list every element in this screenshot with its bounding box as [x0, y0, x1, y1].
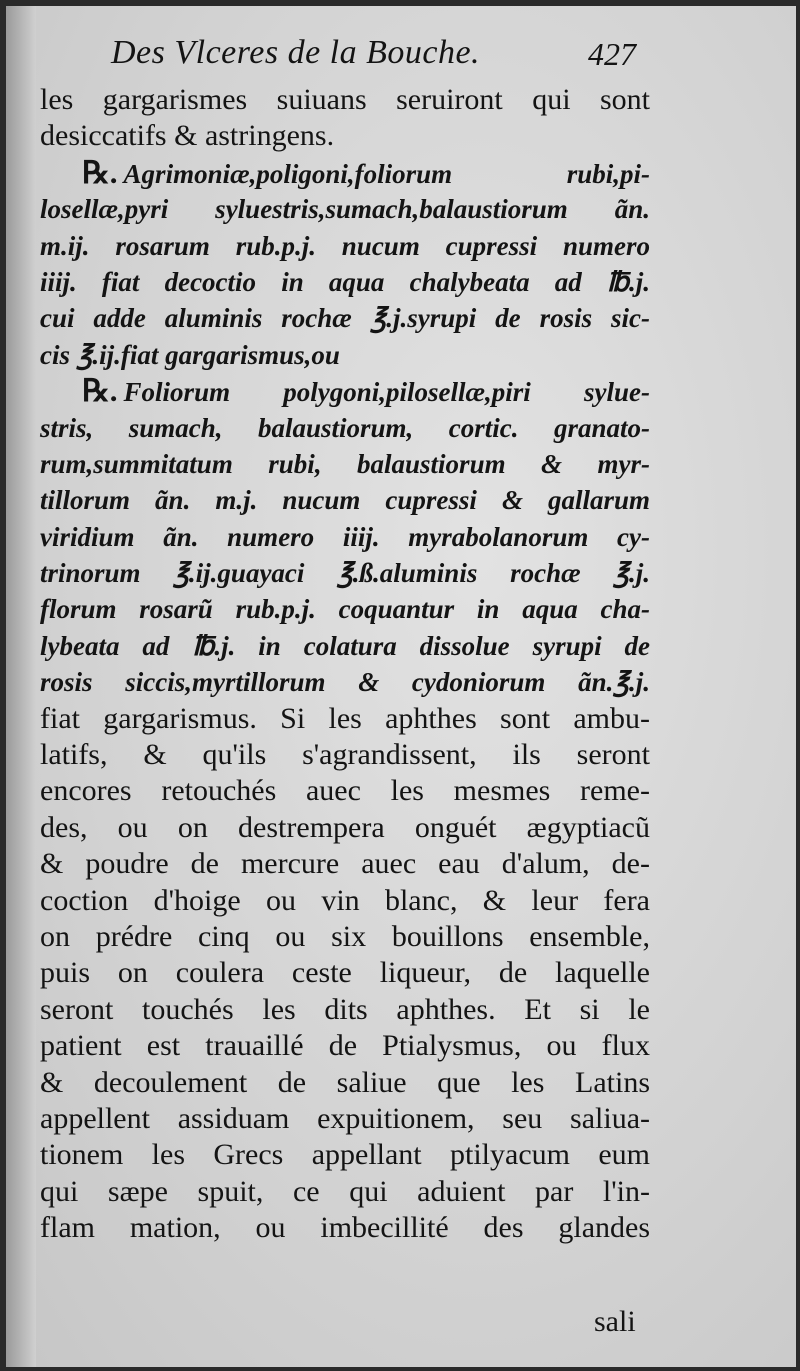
text-line-content: iiij. fiat decoctio in aqua chalybeata ad ℔.j.	[40, 266, 650, 297]
text-line	[40, 628, 650, 664]
text-line-content: tillorum ãn. m.j. nucum cupressi & gallarum	[40, 485, 650, 516]
page-gutter-shadow	[6, 6, 36, 1367]
text-line	[40, 1174, 650, 1210]
text-line-content: flam mation, ou imbecillité des glandes	[40, 1211, 650, 1245]
page-number: 427	[588, 36, 636, 72]
text-line	[40, 664, 650, 700]
recipe-symbol: ℞.	[82, 373, 118, 409]
page-header	[111, 34, 636, 84]
text-line-content: coction d'hoige ou vin blanc, & leur fera	[40, 883, 650, 917]
catchword: sali	[594, 1305, 636, 1338]
text-line	[40, 264, 650, 300]
text-line-content: Agrimoniæ,poligoni,foliorum rubi,pi-	[123, 158, 650, 189]
text-line	[40, 1065, 650, 1101]
text-line-content: rosis siccis,myrtillorum & cydoniorum ãn.℥.j.	[40, 667, 650, 698]
text-line	[40, 919, 650, 955]
text-line-content: Foliorum polygoni,pilosellæ,piri sylue-	[123, 377, 650, 408]
text-line-content: losellæ,pyri syluestris,sumach,balaustiorum ãn.	[40, 194, 650, 225]
text-line	[40, 810, 650, 846]
text-line-content: appellent assiduam expuitionem, seu saliua-	[40, 1101, 650, 1135]
text-line-content: stris, sumach, balaustiorum, cortic. granato-	[40, 412, 650, 443]
text-line-content: on prédre cinq ou six bouillons ensemble,	[40, 919, 650, 953]
text-line-content: des, ou on destrempera onguét ægyptiacũ	[40, 810, 650, 844]
text-line	[40, 1028, 650, 1064]
text-line-content: puis on coulera ceste liqueur, de laquelle	[40, 956, 650, 990]
text-line	[40, 373, 650, 409]
text-line	[40, 1101, 650, 1137]
text-line-content: cis ℥.ij.fiat gargarismus,ou	[40, 339, 340, 370]
text-line	[40, 446, 650, 482]
text-line	[40, 519, 650, 555]
text-line	[40, 846, 650, 882]
text-line-content: trinorum ℥.ij.guayaci ℥.ß.aluminis rochæ ℥.j.	[40, 558, 650, 589]
text-line	[40, 992, 650, 1028]
text-line	[40, 737, 650, 773]
text-line	[40, 773, 650, 809]
text-line	[40, 701, 650, 737]
book-page	[6, 6, 796, 1367]
text-line-content: & decoulement de saliue que les Latins	[40, 1065, 650, 1099]
text-line	[40, 482, 650, 518]
text-line	[40, 1137, 650, 1173]
text-line-content: cui adde aluminis rochæ ℥.j.syrupi de rosis sic-	[40, 303, 650, 334]
text-line	[40, 1210, 650, 1246]
text-line-content: m.ij. rosarum rub.p.j. nucum cupressi numero	[40, 230, 650, 261]
text-line	[40, 300, 650, 336]
text-line-content: florum rosarũ rub.p.j. coquantur in aqua cha-	[40, 594, 650, 625]
body-text	[40, 82, 650, 1247]
text-line	[40, 410, 650, 446]
text-line-content: latifs, & qu'ils s'agrandissent, ils seront	[40, 738, 650, 772]
text-line-content: seront touchés les dits aphthes. Et si le	[40, 992, 650, 1026]
text-line	[40, 337, 650, 373]
text-line	[40, 118, 650, 154]
text-line-content: rum,summitatum rubi, balaustiorum & myr-	[40, 448, 650, 479]
text-line-content: lybeata ad ℔.j. in colatura dissolue syrupi de	[40, 630, 650, 661]
text-line-content: viridium ãn. numero iiij. myrabolanorum cy-	[40, 521, 650, 552]
text-line-content: encores retouchés auec les mesmes reme-	[40, 774, 650, 808]
text-line-content: patient est trauaillé de Ptialysmus, ou flux	[40, 1029, 650, 1063]
running-title: Des Vlceres de la Bouche.	[111, 34, 481, 71]
text-line	[40, 955, 650, 991]
text-line	[40, 228, 650, 264]
text-line-content: & poudre de mercure auec eau d'alum, de-	[40, 847, 650, 881]
text-line-content: fiat gargarismus. Si les aphthes sont ambu-	[40, 701, 650, 735]
text-line	[40, 591, 650, 627]
recipe-symbol: ℞.	[82, 154, 118, 190]
text-line	[40, 82, 650, 118]
text-line	[40, 155, 650, 191]
text-line-content: les gargarismes suiuans seruiront qui sont	[40, 83, 650, 116]
text-line	[40, 883, 650, 919]
text-line	[40, 191, 650, 227]
text-line-content: desiccatifs & astringens.	[40, 119, 335, 153]
text-line-content: tionem les Grecs appellant ptilyacum eum	[40, 1138, 650, 1172]
text-line	[40, 555, 650, 591]
text-line-content: qui sæpe spuit, ce qui aduient par l'in-	[40, 1174, 650, 1208]
